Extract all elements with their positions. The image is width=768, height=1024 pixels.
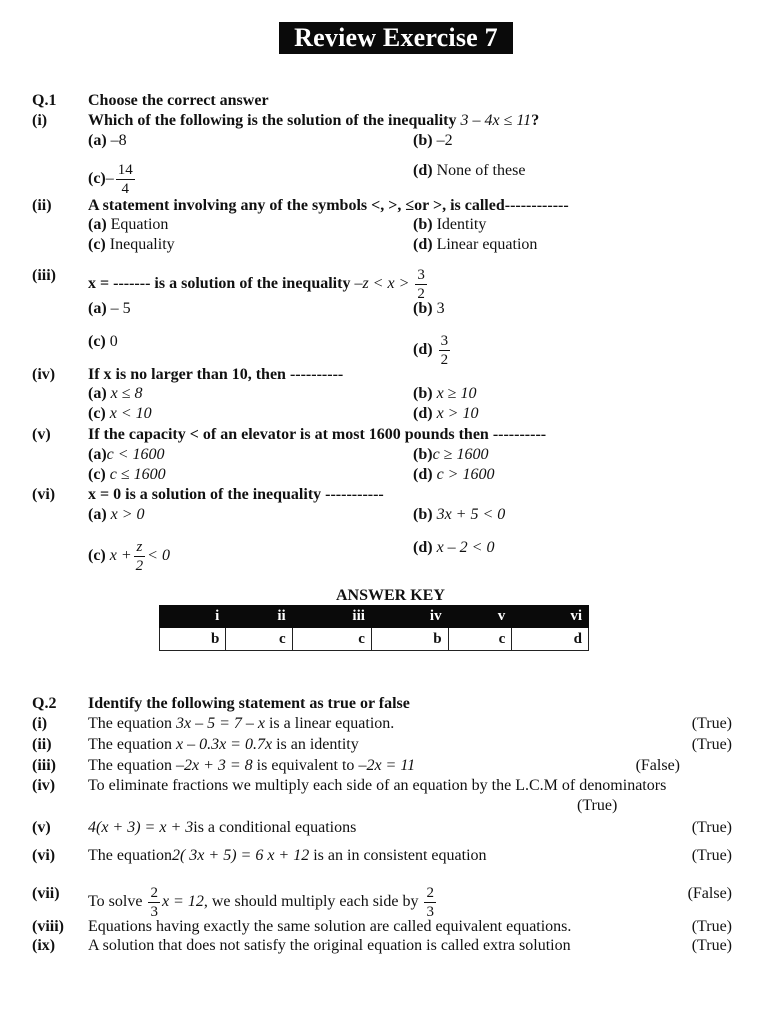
statement-math: 4(x + 3) = x + 3 <box>88 819 194 836</box>
answer-key-header: iii <box>292 606 371 628</box>
q1-v-options-cd <box>0 465 768 485</box>
q1-heading-row <box>0 91 768 111</box>
answer-key-cell: d <box>512 628 589 651</box>
option-value: Inequality <box>109 236 175 253</box>
fraction-denominator: 3 <box>426 904 434 920</box>
option-b[interactable] <box>413 215 486 235</box>
question-text: x = 0 is a solution of the inequality ----------- <box>88 486 384 503</box>
option-a[interactable] <box>88 505 145 525</box>
statement-math: 2( 3x + 5) = 6 x + 12 <box>171 847 310 864</box>
option-d[interactable] <box>413 538 494 558</box>
question-text <box>88 111 539 131</box>
fraction <box>424 884 436 921</box>
option-label: (a) <box>88 385 107 402</box>
option-label: (c) <box>88 547 106 565</box>
option-d[interactable] <box>413 332 452 369</box>
option-label: (c) <box>88 236 106 253</box>
item-number: (vi) <box>32 847 56 864</box>
q2-item-vii <box>0 884 768 920</box>
true-false-answer: (True) <box>691 847 732 864</box>
option-c[interactable] <box>88 404 152 424</box>
fraction-numerator: 2 <box>426 885 434 901</box>
statement-text: A solution that does not satisfy the original equation is called extra solution <box>88 937 571 954</box>
item-number: (v) <box>32 426 51 443</box>
item-number: (ii) <box>32 197 52 214</box>
option-label: (b) <box>413 300 433 317</box>
q1-i-options-ab <box>0 131 768 151</box>
option-b[interactable] <box>413 445 488 465</box>
true-false-answer: (True) <box>691 819 732 836</box>
q1-iv-options-ab <box>0 384 768 404</box>
q1-v-options-ab <box>0 445 768 465</box>
statement-text: To solve <box>88 893 143 911</box>
q2-heading-row <box>0 694 768 714</box>
option-c[interactable] <box>88 332 118 352</box>
option-a[interactable] <box>88 384 143 404</box>
statement-math: –2x = 11 <box>358 757 416 774</box>
q1-iv-options-cd <box>0 404 768 424</box>
answer-key-header: ii <box>226 606 292 628</box>
option-d[interactable] <box>413 465 494 485</box>
statement-text: is a linear equation. <box>268 715 395 732</box>
fraction <box>134 538 146 575</box>
fraction-denominator: 2 <box>135 558 144 574</box>
option-label: (a) <box>88 132 107 149</box>
q1-heading: Choose the correct answer <box>88 92 269 109</box>
answer-key-title: ANSWER KEY <box>336 587 445 604</box>
statement-text: is a conditional equations <box>193 819 357 836</box>
option-value: – 5 <box>110 300 131 317</box>
option-label: (b) <box>413 385 433 402</box>
option-label: (c) <box>88 333 106 350</box>
option-value: 3x + 5 < 0 <box>436 506 506 523</box>
option-label: (d) <box>413 236 433 253</box>
item-number: (iii) <box>32 757 56 774</box>
true-false-answer: (False) <box>687 885 732 902</box>
fraction <box>148 884 160 921</box>
option-label: (d) <box>413 539 433 556</box>
option-value: x – 2 < 0 <box>436 539 495 556</box>
q1-item-ii <box>0 196 768 216</box>
question-stem: Which of the following is the solution of the inequality <box>88 112 457 129</box>
item-number: (vii) <box>32 885 60 902</box>
true-false-answer: (False) <box>635 757 680 774</box>
fraction <box>439 332 451 369</box>
option-label: (a) <box>88 216 107 233</box>
option-label: (b) <box>413 506 433 523</box>
statement-text: is an identity <box>276 736 359 753</box>
item-number: (iv) <box>32 777 56 794</box>
answer-key-header: v <box>448 606 512 628</box>
option-label: (b) <box>413 446 433 463</box>
statement <box>88 818 356 838</box>
q1-item-i <box>0 111 768 131</box>
option-value: c ≤ 1600 <box>109 466 166 483</box>
option-label: (a) <box>88 446 107 463</box>
question-text: If the capacity < of an elevator is at most 1600 pounds then ---------- <box>88 426 547 443</box>
true-false-answer: (True) <box>691 937 732 954</box>
q1-item-vi <box>0 485 768 505</box>
option-label: (a) <box>88 506 107 523</box>
question-text <box>88 266 429 303</box>
option-c[interactable] <box>88 538 170 575</box>
option-b[interactable] <box>413 299 445 319</box>
option-d[interactable] <box>413 404 478 424</box>
item-number: (vi) <box>32 486 56 503</box>
option-label: (d) <box>413 162 433 179</box>
q1-iii-options-cd <box>0 332 768 368</box>
fraction-numerator: 14 <box>117 162 133 178</box>
option-label: (b) <box>413 216 433 233</box>
item-number: (iii) <box>32 267 56 284</box>
item-number: (ii) <box>32 736 52 753</box>
fraction-numerator: 3 <box>440 333 449 349</box>
option-label: (d) <box>413 405 433 422</box>
option-value: –2 <box>436 132 453 149</box>
answer-key-header: vi <box>512 606 589 628</box>
option-d[interactable] <box>413 235 537 255</box>
option-label: (d) <box>413 341 433 359</box>
q2-item-iv-answer-row <box>0 796 768 816</box>
q1-item-iv <box>0 365 768 385</box>
item-number: (ix) <box>32 937 56 954</box>
item-number: (i) <box>32 112 48 129</box>
q2-item-ii <box>0 735 768 755</box>
statement-text: is equivalent to <box>256 757 355 774</box>
statement <box>88 846 487 866</box>
true-false-answer: (True) <box>691 736 732 753</box>
option-label: (c) <box>88 170 106 188</box>
option-value: Linear equation <box>436 236 538 253</box>
q1-i-options-cd <box>0 161 768 197</box>
page-title: Review Exercise 7 <box>279 22 513 54</box>
q1-item-v <box>0 425 768 445</box>
statement <box>88 735 359 755</box>
question-stem: x = ------- is a solution of the inequality <box>88 275 351 293</box>
option-label: (a) <box>88 300 107 317</box>
option-d[interactable] <box>413 161 525 181</box>
statement <box>88 884 438 921</box>
question-text: If x is no larger than 10, then ---------- <box>88 366 344 383</box>
question-math: 3 – 4x ≤ 11 <box>460 112 532 129</box>
statement-text: Equations having exactly the same solution are called equivalent equations. <box>88 918 572 935</box>
answer-key-cell: c <box>448 628 512 651</box>
answer-key-row <box>160 628 589 651</box>
answer-key-header: i <box>160 606 226 628</box>
option-value: x > 0 <box>110 506 145 523</box>
option-value: x ≥ 10 <box>436 385 477 402</box>
answer-key-header: iv <box>371 606 448 628</box>
option-b[interactable] <box>413 131 453 151</box>
q2-item-iv <box>0 776 768 796</box>
option-a[interactable] <box>88 215 168 235</box>
option-label: (c) <box>88 466 106 483</box>
option-value: c < 1600 <box>106 446 165 463</box>
option-value: 3 <box>436 300 445 317</box>
q1-ii-options-cd <box>0 235 768 255</box>
answer-key-cell: b <box>160 628 226 651</box>
fraction-numerator: 2 <box>150 885 158 901</box>
fraction-numerator: 3 <box>417 267 425 283</box>
option-value: c > 1600 <box>436 466 495 483</box>
statement-math: 3x – 5 = 7 – x <box>175 715 265 732</box>
q1-iii-options-ab <box>0 299 768 319</box>
q1-ii-options-ab <box>0 215 768 235</box>
q1-item-iii <box>0 266 768 302</box>
fraction-denominator: 2 <box>417 286 425 302</box>
statement-math: x – 0.3x = 0.7x <box>175 736 273 753</box>
statement-text: is an in consistent equation <box>313 847 487 864</box>
option-math: < 0 <box>147 547 170 565</box>
option-a[interactable] <box>88 445 165 465</box>
option-c[interactable] <box>88 465 166 485</box>
q2-item-ix <box>0 936 768 956</box>
answer-key-cell: c <box>292 628 371 651</box>
question-text: A statement involving any of the symbols <, >, ≤or >, is called------------ <box>88 197 569 214</box>
question-math: –z < x > <box>354 275 410 293</box>
q2-item-iii <box>0 756 768 776</box>
item-number: (v) <box>32 819 51 836</box>
statement-text: The equation <box>88 736 172 753</box>
option-math: x + <box>109 547 132 565</box>
fraction-numerator: z <box>134 538 146 557</box>
statement-text: The equation <box>88 715 172 732</box>
option-value: Identity <box>436 216 487 233</box>
option-c[interactable] <box>88 235 175 255</box>
question-end: ? <box>531 112 540 129</box>
option-value: None of these <box>436 162 526 179</box>
option-a[interactable] <box>88 299 131 319</box>
fraction <box>116 161 135 198</box>
q2-item-viii <box>0 917 768 937</box>
q2-item-vi <box>0 846 768 866</box>
true-false-answer: (True) <box>691 715 732 732</box>
statement-text: To eliminate fractions we multiply each side of an equation by the L.C.M of denominators <box>88 777 667 794</box>
option-label: (d) <box>413 466 433 483</box>
true-false-answer: (True) <box>577 797 618 814</box>
answer-key-table <box>159 605 589 651</box>
option-value: 0 <box>109 333 118 350</box>
option-value: –8 <box>110 132 127 149</box>
option-b[interactable] <box>413 505 505 525</box>
true-false-answer: (True) <box>691 918 732 935</box>
option-value: x > 10 <box>436 405 479 422</box>
item-number: (iv) <box>32 366 56 383</box>
statement-math: –2x + 3 = 8 <box>175 757 253 774</box>
q2-item-v <box>0 818 768 838</box>
option-value: c ≥ 1600 <box>432 446 489 463</box>
fraction-denominator: 2 <box>440 352 449 368</box>
fraction-denominator: 3 <box>150 904 158 920</box>
answer-key-header-row <box>160 606 589 628</box>
statement-text: , we should multiply each side by <box>203 893 419 911</box>
q2-item-i <box>0 714 768 734</box>
option-a[interactable] <box>88 131 127 151</box>
statement <box>88 756 415 776</box>
answer-key-cell: b <box>371 628 448 651</box>
fraction-denominator: 4 <box>121 181 130 197</box>
statement-math: x = 12 <box>161 893 204 911</box>
option-value: x ≤ 8 <box>110 385 143 402</box>
q2-number: Q.2 <box>32 695 57 712</box>
q1-vi-options-ab <box>0 505 768 525</box>
statement-text: The equation <box>88 757 172 774</box>
statement <box>88 714 394 734</box>
statement-text: The equation <box>88 847 172 864</box>
fraction <box>415 266 427 303</box>
q2-heading: Identify the following statement as true or false <box>88 695 410 712</box>
option-value: x < 10 <box>109 405 152 422</box>
q1-number: Q.1 <box>32 92 57 109</box>
answer-key-cell: c <box>226 628 292 651</box>
option-value: Equation <box>110 216 169 233</box>
item-number: (i) <box>32 715 48 732</box>
item-number: (viii) <box>32 918 64 935</box>
q1-vi-options-cd <box>0 538 768 574</box>
option-label: (c) <box>88 405 106 422</box>
option-label: (b) <box>413 132 433 149</box>
option-c[interactable]: (c)– $\frac{14}{4}$ <box>88 162 133 197</box>
option-b[interactable] <box>413 384 476 404</box>
